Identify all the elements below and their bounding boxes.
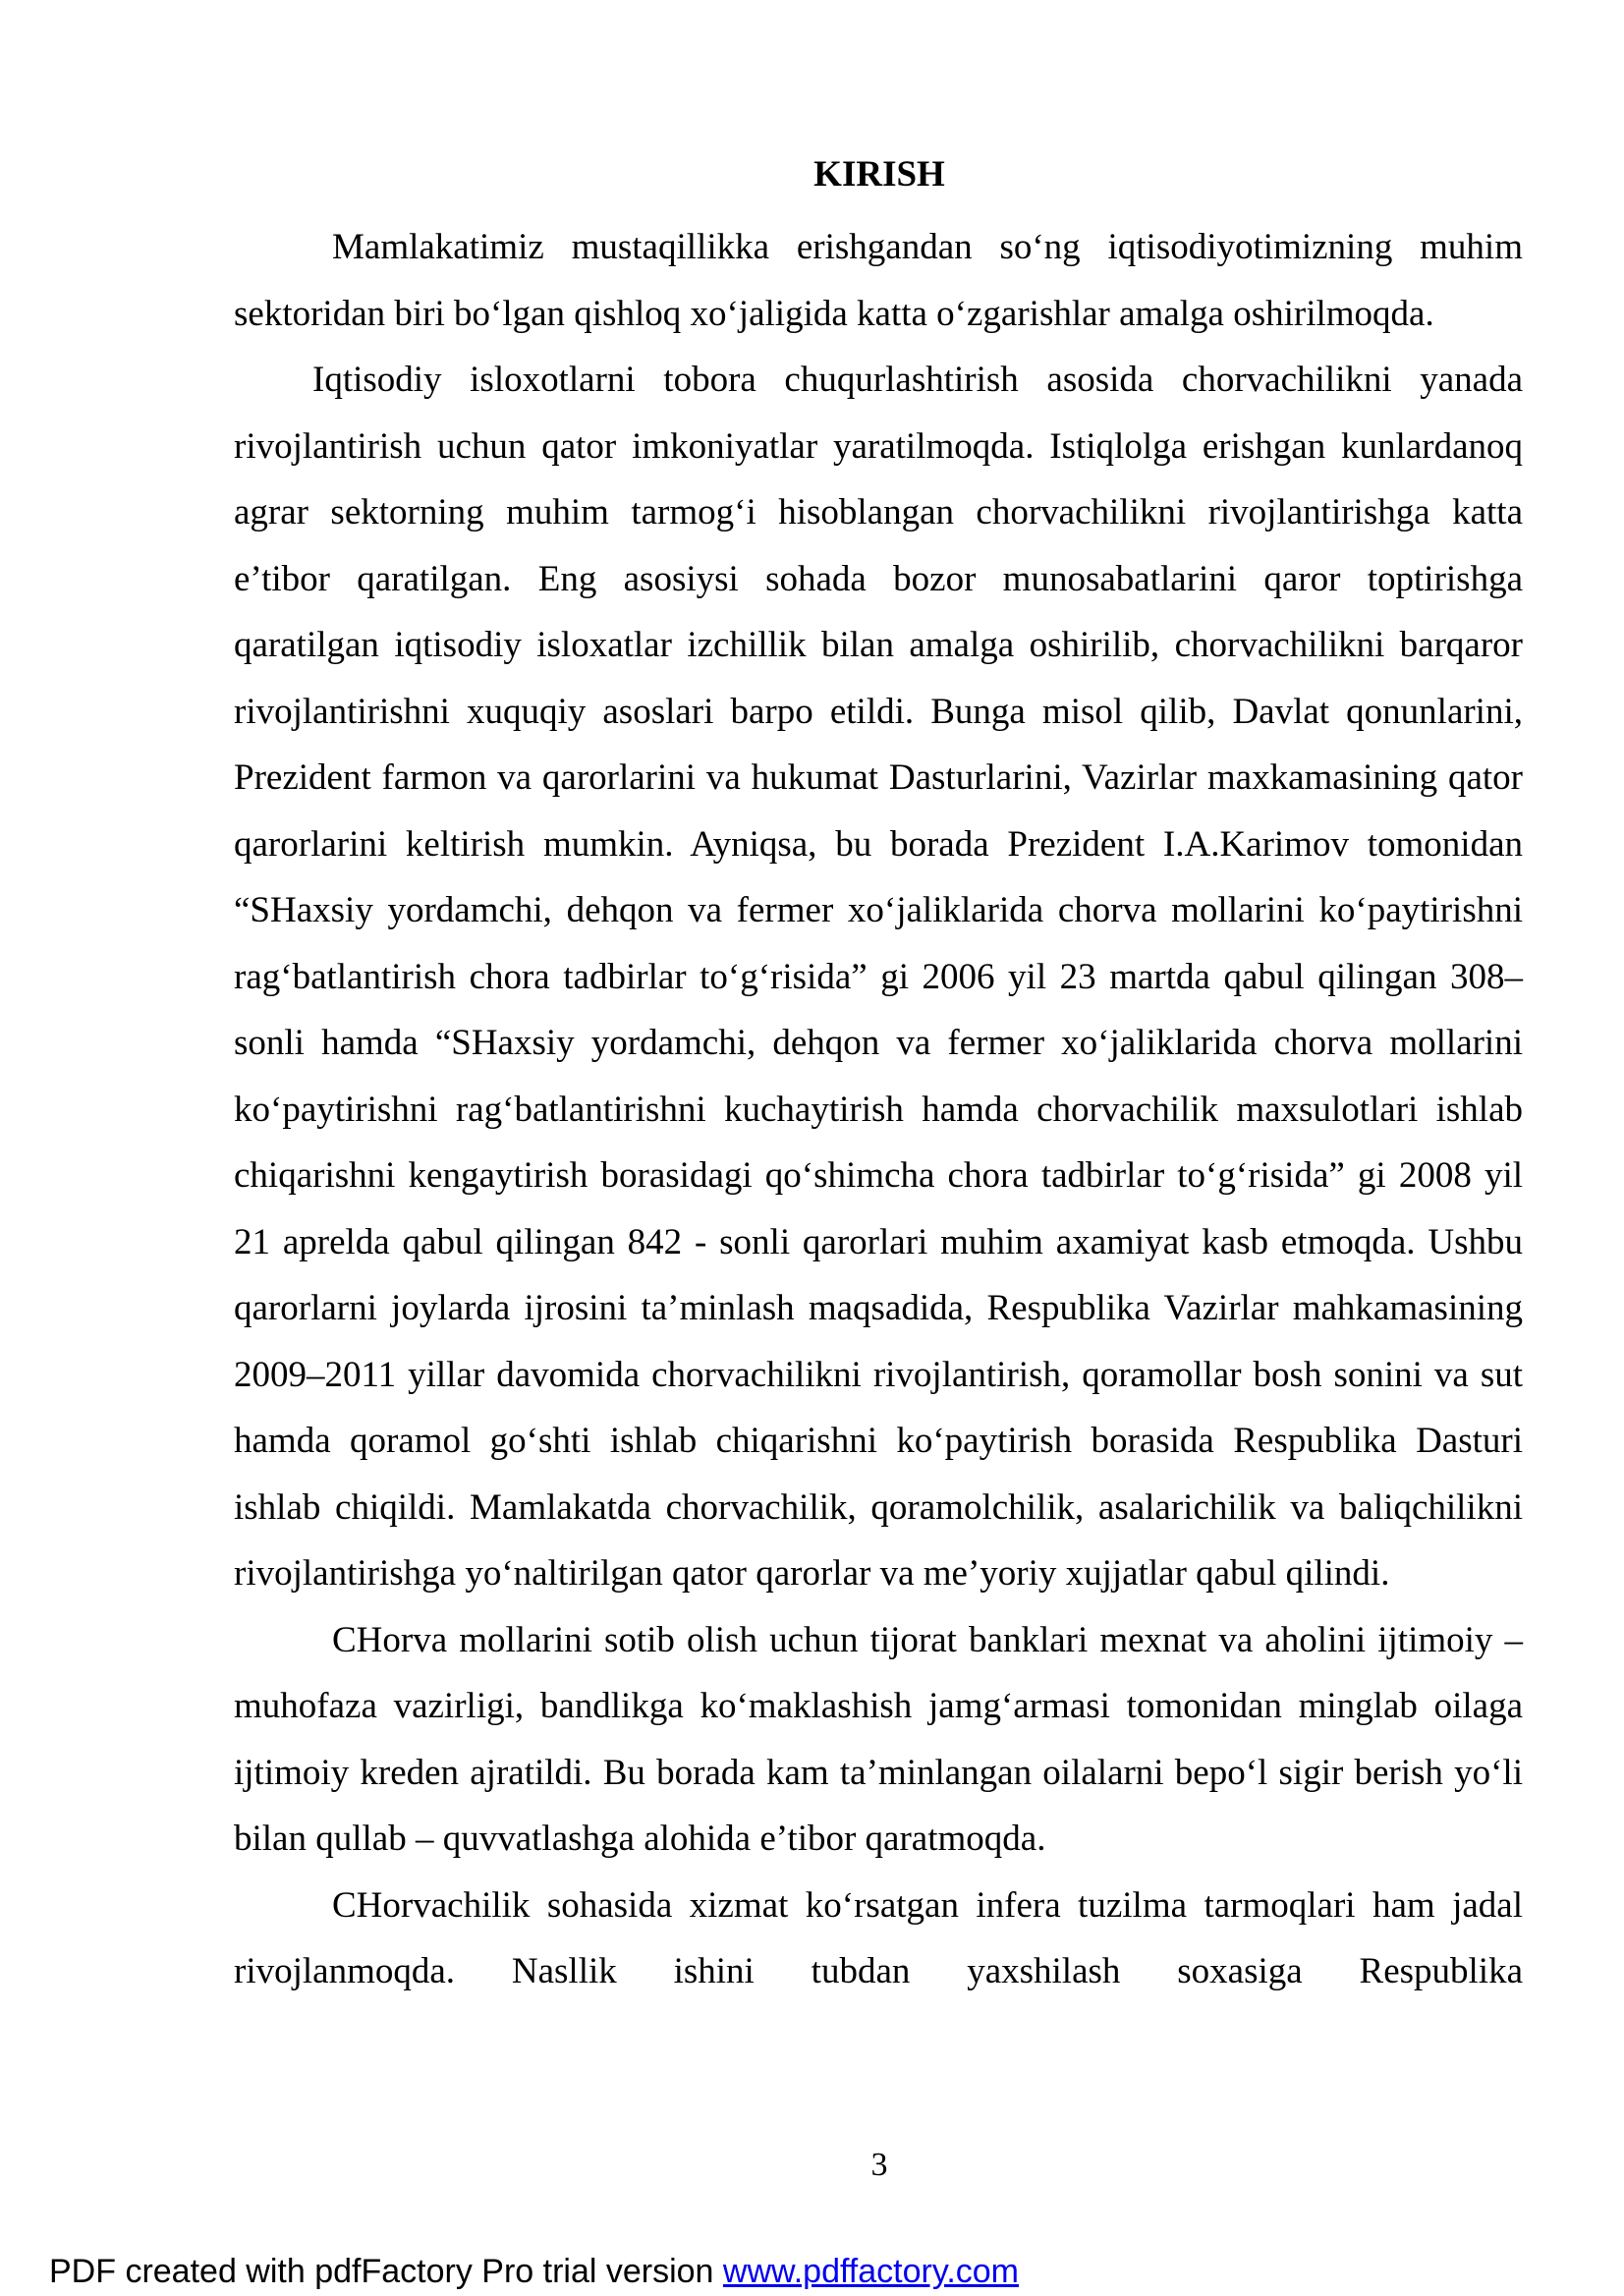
document-title: KIRISH xyxy=(813,154,945,195)
footer-text: PDF created with pdfFactory Pro trial version xyxy=(49,2253,723,2290)
document-body xyxy=(234,214,1523,2005)
paragraph-1: Mamlakatimiz mustaqillikka erishgandan so‘ng iqtisodiyotimizning muhim sektoridan biri bo‘lgan qishloq xo‘jaligida katta o‘zgarishlar amalga oshirilmoqda. xyxy=(234,227,1523,334)
paragraph-3: CHorva mollarini sotib olish uchun tijorat banklari mexnat va aholini ijtimoiy – muhofaza vazirligi, bandlikga ko‘maklashish jamg‘armasi tomonidan minglab oilaga ijtimoiy kreden ajratildi. Bu borada kam ta’minlangan oilalarni bepo‘l sigir berish yo‘li bilan qullab – quvvatlashga alohida e’tibor qaratmoqda. xyxy=(234,1619,1523,1859)
page-number: 3 xyxy=(870,2147,888,2183)
footer-link[interactable]: www.pdffactory.com xyxy=(722,2253,1019,2290)
paragraph-4: CHorvachilik sohasida xizmat ko‘rsatgan infera tuzilma tarmoqlari ham jadal rivojlanmoqda. Nasllik ishini tubdan yaxshilash soxasiga Respublika xyxy=(234,1884,1523,1991)
paragraph-2: Iqtisodiy isloxotlarni tobora chuqurlashtirish asosida chorvachilikni yanada rivojlantirish uchun qator imkoniyatlar yaratilmoqda. Istiqlolga erishgan kunlardanoq agrar sektorning muhim tarmog‘i hisoblangan chorvachilikni rivojlantirishga katta e’tibor qaratilgan. Eng asosiysi sohada bozor munosabatlarini qaror toptirishga qaratilgan iqtisodiy isloxatlar izchillik bilan amalga oshirilib, chorvachilikni barqaror rivojlantirishni xuquqiy asoslari barpo etildi. Bunga misol qilib, Davlat qonunlarini, Prezident farmon va qarorlarini va hukumat Dasturlarini, Vazirlar maxkamasining qator qarorlarini keltirish mumkin. Ayniqsa, bu borada Prezident I.A.Karimov tomonidan “SHaxsiy yordamchi, dehqon va fermer xo‘jaliklarida chorva mollarini ko‘paytirishni rag‘batlantirish chora tadbirlar to‘g‘risida” gi 2006 yil 23 martda qabul qilingan 308–sonli hamda “SHaxsiy yordamchi, dehqon va fermer xo‘jaliklarida chorva mollarini ko‘paytirishni rag‘batlantirishni kuchaytirish hamda chorvachilik maxsulotlari ishlab chiqarishni kengaytirish borasidagi qo‘shimcha chora tadbirlar to‘g‘risida” gi 2008 yil 21 aprelda qabul qilingan 842 - sonli qarorlari muhim axamiyat kasb etmoqda. Ushbu qarorlarni joylarda ijrosini ta’minlash maqsadida, Respublika Vazirlar mahkamasining 2009–2011 yillar davomida chorvachilikni rivojlantirish, qoramollar bosh sonini va sut hamda qoramol go‘shti ishlab chiqarishni ko‘paytirish borasida Respublika Dasturi ishlab chiqildi. Mamlakatda chorvachilik, qoramolchilik, asalarichilik va baliqchilikni rivojlantirishga yo‘naltirilgan qator qarorlar va me’yoriy xujjatlar qabul qilindi. xyxy=(234,360,1523,1594)
pdf-footer xyxy=(49,2252,1019,2291)
